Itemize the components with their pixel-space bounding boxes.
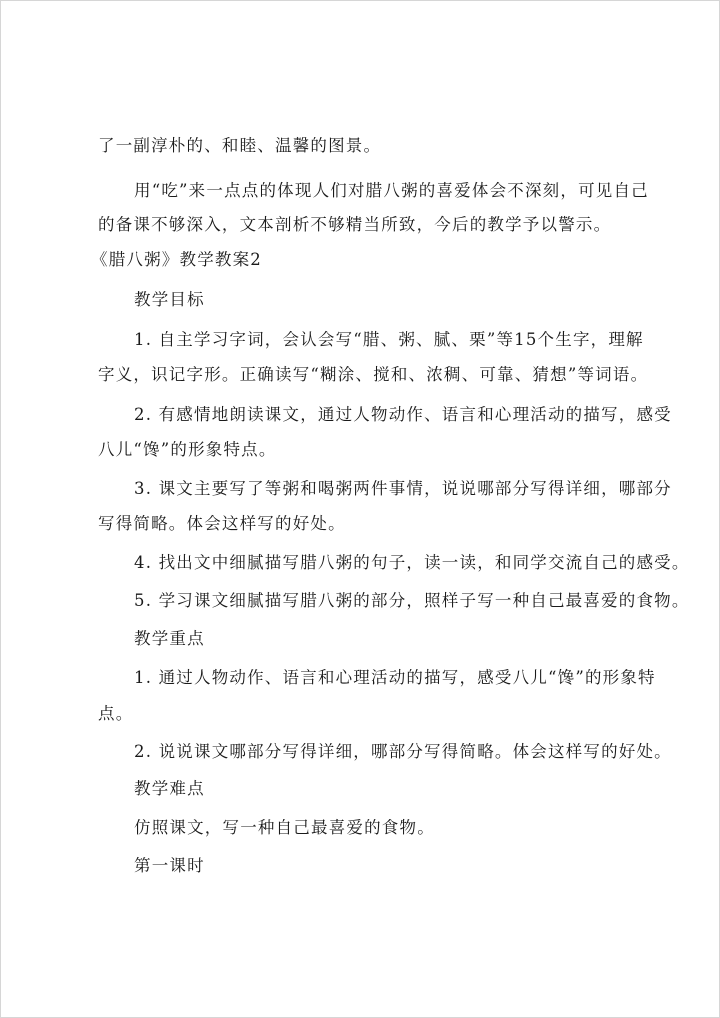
heading-objectives: 教学目标 [134, 290, 205, 309]
heading-difficulties: 教学难点 [134, 779, 205, 798]
heading-first-lesson: 第一课时 [134, 856, 205, 875]
body-text-line: 仿照课文，写一种自己最喜爱的食物。 [134, 818, 435, 837]
body-text-line: 八儿“馋”的形象特点。 [98, 440, 277, 459]
body-text-line: 4. 找出文中细腻描写腊八粥的句子，读一读，和同学交流自己的感受。 [134, 553, 690, 572]
body-text-line: 用“吃”来一点点的体现人们对腊八粥的喜爱体会不深刻，可见自己 [134, 181, 649, 200]
body-text-line: 了一副淳朴的、和睦、温馨的图景。 [98, 136, 382, 155]
body-text-line: 3. 课文主要写了等粥和喝粥两件事情，说说哪部分写得详细，哪部分 [134, 479, 672, 498]
body-text-line: 1. 通过人物动作、语言和心理活动的描写，感受八儿“馋”的形象特 [134, 668, 656, 687]
body-text-line: 1. 自主学习字词，会认会写“腊、粥、腻、栗”等15个生字，理解 [134, 330, 644, 349]
body-text-line: 5. 学习课文细腻描写腊八粥的部分，照样子写一种自己最喜爱的食物。 [134, 591, 690, 610]
body-text-line: 2. 有感情地朗读课文，通过人物动作、语言和心理活动的描写，感受 [134, 405, 672, 424]
body-text-line: 字义，识记字形。正确读写“糊涂、搅和、浓稠、可靠、猜想”等词语。 [98, 365, 649, 384]
body-text-line: 写得简略。体会这样写的好处。 [98, 514, 346, 533]
body-text-line: 的备课不够深入，文本剖析不够精当所致，今后的教学予以警示。 [98, 215, 612, 234]
section-title: 《腊八粥》教学教案2 [91, 250, 262, 269]
body-text-line: 点。 [98, 704, 134, 723]
heading-key-points: 教学重点 [134, 629, 205, 648]
body-text-line: 2. 说说课文哪部分写得详细，哪部分写得简略。体会这样写的好处。 [134, 742, 672, 761]
